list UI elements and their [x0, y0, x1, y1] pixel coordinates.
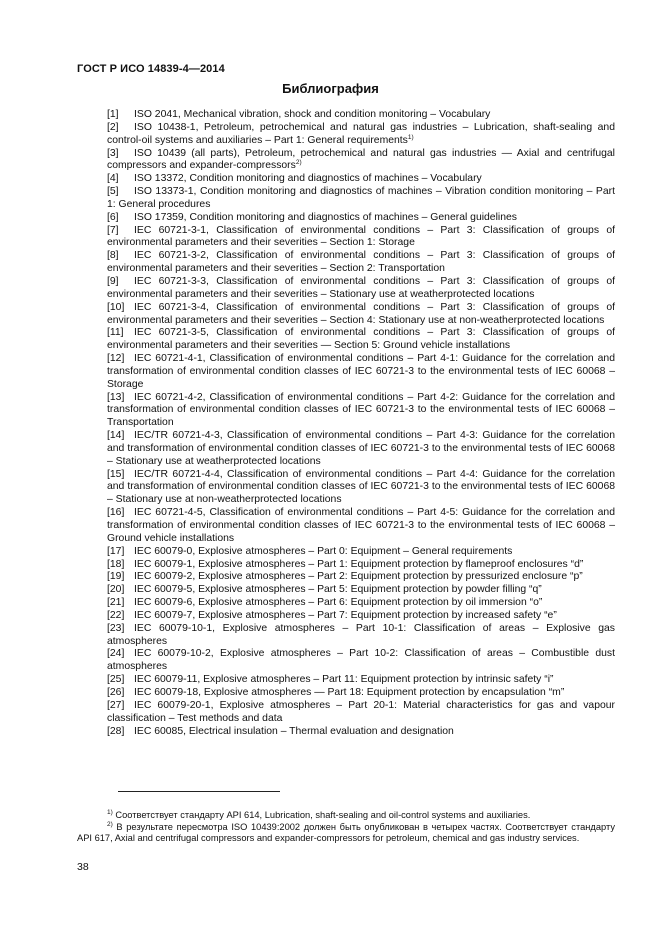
entry-text: IEC 60079-2, Explosive atmospheres – Part 2: Equipment protection by pressurized enclosure “p” — [134, 571, 583, 583]
entry-number: [3] — [107, 147, 119, 159]
entry-number: [16] — [107, 507, 125, 519]
bibliography-entry — [107, 173, 615, 186]
bibliography-entry — [107, 392, 615, 431]
footnote — [77, 822, 615, 845]
bibliography-entry — [107, 559, 615, 572]
entry-number: [19] — [107, 571, 125, 583]
bibliography-list — [107, 109, 615, 738]
entry-number: [21] — [107, 597, 125, 609]
bibliography-entry — [107, 507, 615, 546]
entry-text: IEC 60085, Electrical insulation – Thermal evaluation and designation — [134, 725, 454, 737]
bibliography-entry — [107, 648, 615, 674]
entry-text: ISO 2041, Mechanical vibration, shock and condition monitoring – Vocabulary — [134, 109, 491, 120]
bibliography-entry — [107, 302, 615, 328]
footnote-text: Соответствует стандарту API 614, Lubrication, shaft-sealing and oil-control systems and auxiliaries. — [115, 810, 531, 820]
entry-text: IEC 60721-3-2, Classification of environmental conditions – Part 3: Classification of groups of environmental parameters and their severities – Section 2: Transportation — [107, 250, 615, 275]
entry-text: ISO 10438-1, Petroleum, petrochemical and natural gas industries – Lubrication, shaft-sealing and control-oil systems and auxiliaries – Part 1: General requirements — [107, 121, 615, 146]
entry-text: IEC 60079-20-1, Explosive atmospheres – Part 20-1: Material characteristics for gas and vapour classification – Test methods and data — [107, 699, 615, 724]
entry-text: IEC 60079-5, Explosive atmospheres – Part 5: Equipment protection by powder filling “q” — [134, 584, 542, 596]
entry-number: [12] — [107, 353, 125, 365]
bibliography-entry — [107, 610, 615, 623]
bibliography-entry — [107, 276, 615, 302]
bibliography-entry — [107, 327, 615, 353]
bibliography-entry — [107, 353, 615, 392]
entry-number: [9] — [107, 275, 119, 287]
entry-text: ISO 13372, Condition monitoring and diagnostics of machines – Vocabulary — [134, 173, 482, 185]
entry-number: [28] — [107, 725, 125, 737]
entry-text: IEC 60079-6, Explosive atmospheres – Part 6: Equipment protection by oil immersion “o” — [134, 597, 543, 609]
entry-number: [8] — [107, 250, 119, 262]
entry-text: IEC/TR 60721-4-3, Classification of environmental conditions – Part 4-3: Guidance for the correlation and transformation of environmental condition classes of IEC 60721-3 to the environmental tests of IEC 60068 – Stationary use at weatherprotected locations — [107, 430, 615, 467]
entry-text: ISO 13373-1, Condition monitoring and diagnostics of machines – Vibration condition monitoring – Part 1: General procedures — [107, 186, 615, 210]
footnote — [77, 810, 615, 822]
footnote-mark: 1) — [107, 809, 113, 816]
entry-text: IEC 60079-10-1, Explosive atmospheres – Part 10-1: Classification of areas – Explosive gas atmospheres — [107, 622, 615, 647]
bibliography-entry — [107, 186, 615, 212]
entry-text: ISO 17359, Condition monitoring and diagnostics of machines – General guidelines — [134, 211, 517, 223]
page-title: Библиография — [282, 81, 379, 96]
bibliography-entry — [107, 700, 615, 726]
entry-number: [17] — [107, 545, 125, 557]
footnote-reference: 1) — [407, 133, 414, 141]
footnote-reference: 2) — [295, 159, 302, 167]
entry-number: [6] — [107, 211, 119, 223]
bibliography-entry — [107, 109, 615, 122]
entry-text: IEC 60079-10-2, Explosive atmospheres – Part 10-2: Classification of areas – Combustible dust atmospheres — [107, 648, 615, 673]
footnote-text: В результате пересмотра ISO 10439:2002 должен быть опубликован в четырех частях. Соответствует стандарту API 617, Axial and centrifugal compressors and expander-compressors for petroleum, chemical and gas industry services. — [77, 821, 615, 844]
entry-number: [20] — [107, 584, 125, 596]
entry-text: IEC 60721-3-5, Classification of environmental conditions – Part 3: Classification of groups of environmental parameters and their severities — Section 5: Ground vehicle installations — [107, 327, 615, 352]
entry-number: [22] — [107, 609, 125, 621]
entry-text: IEC 60079-0, Explosive atmospheres – Part 0: Equipment – General requirements — [134, 545, 513, 557]
entry-number: [5] — [107, 186, 119, 198]
bibliography-entry — [107, 726, 615, 739]
page-number: 38 — [77, 861, 89, 873]
footnote-mark: 2) — [107, 820, 113, 828]
bibliography-entry — [107, 584, 615, 597]
bibliography-entry — [107, 623, 615, 649]
bibliography-entry — [107, 250, 615, 276]
entry-number: [26] — [107, 686, 125, 698]
entry-text: IEC/TR 60721-4-4, Classification of environmental conditions – Part 4-4: Guidance for the correlation and transformation of environmental condition classes of IEC 60721-3 to the environmental tests of IEC 60068 – Stationary use at non-weatherprotected locations — [107, 468, 615, 506]
entry-text: IEC 60079-7, Explosive atmospheres – Part 7: Equipment protection by increased safety “e” — [134, 609, 557, 621]
bibliography-entry — [107, 212, 615, 225]
entry-text: IEC 60721-4-5, Classification of environmental conditions – Part 4-5: Guidance for the correlation and transformation of environmental condition classes of IEC 60721-3 to the environmental tests of IEC 60068 – Ground vehicle installations — [107, 507, 615, 544]
entry-number: [10] — [107, 301, 125, 313]
entry-text: IEC 60721-3-3, Classification of environmental conditions – Part 3: Classification of groups of environmental parameters and their severities – Stationary use at weatherprotected locations — [107, 275, 615, 300]
entry-number: [1] — [107, 109, 119, 120]
entry-number: [7] — [107, 224, 119, 236]
entry-number: [15] — [107, 468, 125, 480]
entry-number: [13] — [107, 391, 125, 403]
footnote-separator — [118, 791, 280, 792]
footnotes — [77, 810, 615, 845]
bibliography-entry — [107, 687, 615, 700]
bibliography-entry — [107, 674, 615, 687]
bibliography-entry — [107, 122, 615, 148]
entry-number: [14] — [107, 430, 125, 442]
entry-text: IEC 60079-11, Explosive atmospheres – Part 11: Equipment protection by intrinsic safety “i” — [134, 674, 554, 686]
entry-number: [2] — [107, 121, 119, 133]
bibliography-entry — [107, 469, 615, 508]
entry-number: [11] — [107, 327, 124, 339]
standard-header: ГОСТ Р ИСО 14839-4—2014 — [77, 63, 225, 75]
entry-number: [25] — [107, 674, 125, 686]
bibliography-entry — [107, 571, 615, 584]
bibliography-entry — [107, 546, 615, 559]
entry-text: IEC 60721-4-1, Classification of environmental conditions – Part 4-1: Guidance for the correlation and transformation of environmental condition classes of IEC 60721-3 to the environmental tests of IEC 60068 – Storage — [107, 353, 615, 390]
entry-text: IEC 60079-18, Explosive atmospheres — Part 18: Equipment protection by encapsulation “m” — [134, 686, 565, 698]
bibliography-entry — [107, 225, 615, 251]
entry-text: IEC 60721-4-2, Classification of environmental conditions – Part 4-2: Guidance for the correlation and transformation of environmental condition classes of IEC 60721-3 to the environmental tests of IEC 60068 – Transportation — [107, 391, 615, 429]
entry-text: IEC 60721-3-4, Classification of environmental conditions – Part 3: Classification of groups of environmental parameters and their severities – Section 4: Stationary use at non-weatherprotected locations — [107, 301, 615, 326]
entry-text: IEC 60079-1, Explosive atmospheres – Part 1: Equipment protection by flameproof enclosures “d” — [134, 558, 584, 570]
entry-number: [24] — [107, 648, 125, 660]
entry-number: [4] — [107, 173, 119, 185]
bibliography-entry — [107, 597, 615, 610]
entry-text: ISO 10439 (all parts), Petroleum, petrochemical and natural gas industries — Axial and centrifugal compressors and expander-compressors — [107, 147, 615, 172]
entry-number: [18] — [107, 558, 125, 570]
entry-number: [27] — [107, 699, 125, 711]
entry-number: [23] — [107, 622, 125, 634]
bibliography-entry — [107, 148, 615, 174]
bibliography-entry — [107, 430, 615, 469]
entry-text: IEC 60721-3-1, Classification of environmental conditions – Part 3: Classification of groups of environmental parameters and their severities – Section 1: Storage — [107, 224, 615, 249]
